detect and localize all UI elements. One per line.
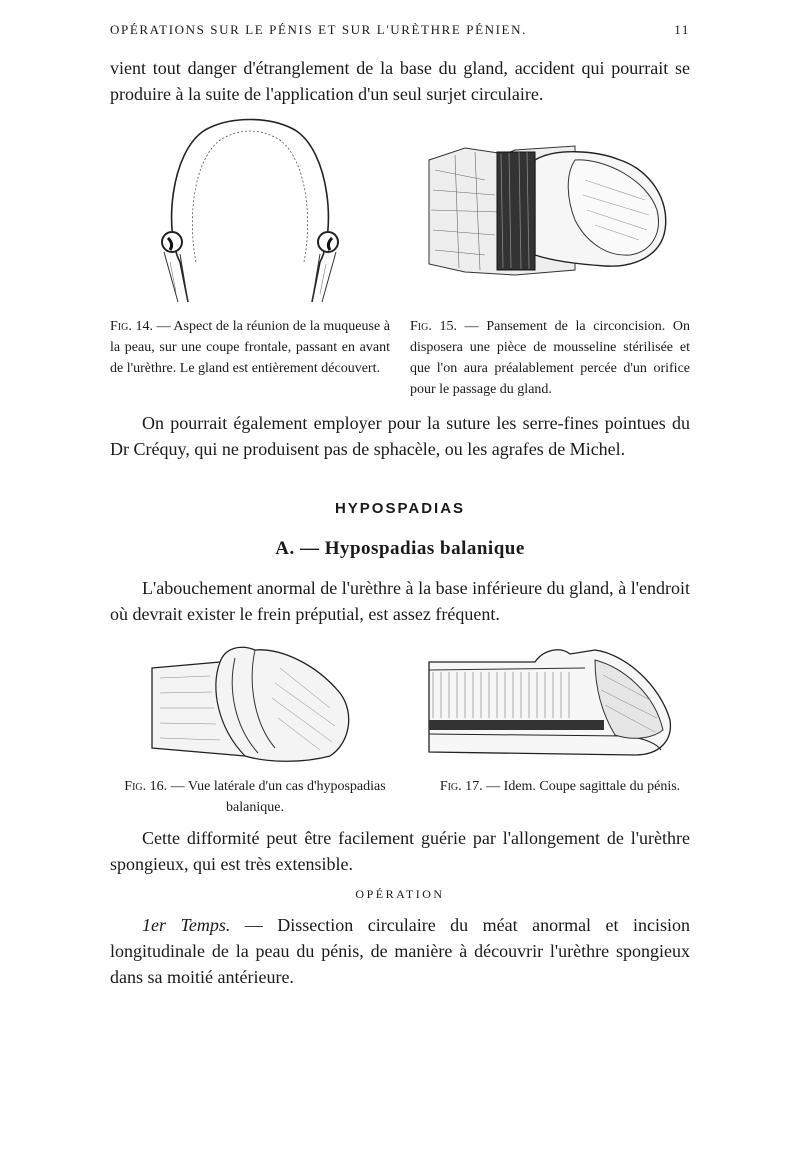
figure-14-caption-text: — Aspect de la réunion de la muqueuse à la peau, sur une coupe frontale, passant en avant de l'urèthre. Le gland est entièrement découvert. xyxy=(110,319,391,376)
figure-14-label: Fig. 14. xyxy=(110,319,153,334)
paragraph-4-text: Cette difformité peut être facilement guérie par l'allongement de l'urèthre spongieux, qui est très extensible. xyxy=(110,828,690,874)
paragraph-5-text: — Dissection circulaire du méat anormal et incision longitudinale de la peau du pénis, de manière à découvrir l'urèthre spongieux dans sa moitié antérieure. xyxy=(110,915,690,987)
operation-heading: OPÉRATION xyxy=(355,887,445,901)
figure-16-illustration xyxy=(150,638,355,766)
running-head xyxy=(110,22,690,38)
figure-17-label: Fig. 17. xyxy=(439,779,483,794)
paragraph-2-text: On pourrait également employer pour la suture les serre-fines pointues du Dr Créquy, qui ne produisent pas de sphacèle, ou les agrafes de Michel. xyxy=(110,413,690,459)
figure-16-label: Fig. 16. xyxy=(124,779,168,794)
figure-15-caption xyxy=(410,316,690,400)
paragraph-2 xyxy=(110,410,690,462)
figure-14-illustration xyxy=(150,112,350,307)
figure-15-label: Fig. 15. xyxy=(410,319,458,334)
figure-17-caption xyxy=(430,776,690,797)
figure-16-caption xyxy=(115,776,395,818)
figure-16-caption-text: — Vue latérale d'un cas d'hypospadias balanique. xyxy=(167,779,386,815)
figure-17-caption-text: — Idem. Coupe sagittale du pénis. xyxy=(482,779,681,794)
section-heading: HYPOSPADIAS xyxy=(334,500,466,517)
paragraph-5-lead: 1er Temps. xyxy=(142,915,231,935)
paragraph-5 xyxy=(110,912,690,990)
page-number: 11 xyxy=(674,22,690,37)
figure-15-illustration xyxy=(425,140,675,285)
paragraph-4 xyxy=(110,825,690,877)
figure-14-caption xyxy=(110,316,390,379)
running-title: OPÉRATIONS SUR LE PÉNIS ET SUR L'URÈTHRE PÉNIEN. xyxy=(110,22,527,37)
figure-15-caption-text: — Pansement de la circoncision. On disposera une pièce de mousseline stérilisée et que l'on aura préalablement percée d'un orifice pour le passage du gland. xyxy=(410,319,690,397)
subsection-heading: A. — Hypospadias balanique xyxy=(275,538,525,559)
paragraph-1 xyxy=(110,55,690,107)
paragraph-3-text: L'abouchement anormal de l'urèthre à la base inférieure du gland, à l'endroit où devrait exister le frein préputial, est assez fréquent. xyxy=(110,578,690,624)
figure-17-illustration xyxy=(425,640,673,765)
paragraph-1-text: vient tout danger d'étranglement de la base du gland, accident qui pourrait se produire à la suite de l'application d'un seul surjet circulaire. xyxy=(110,58,690,104)
paragraph-3 xyxy=(110,575,690,627)
